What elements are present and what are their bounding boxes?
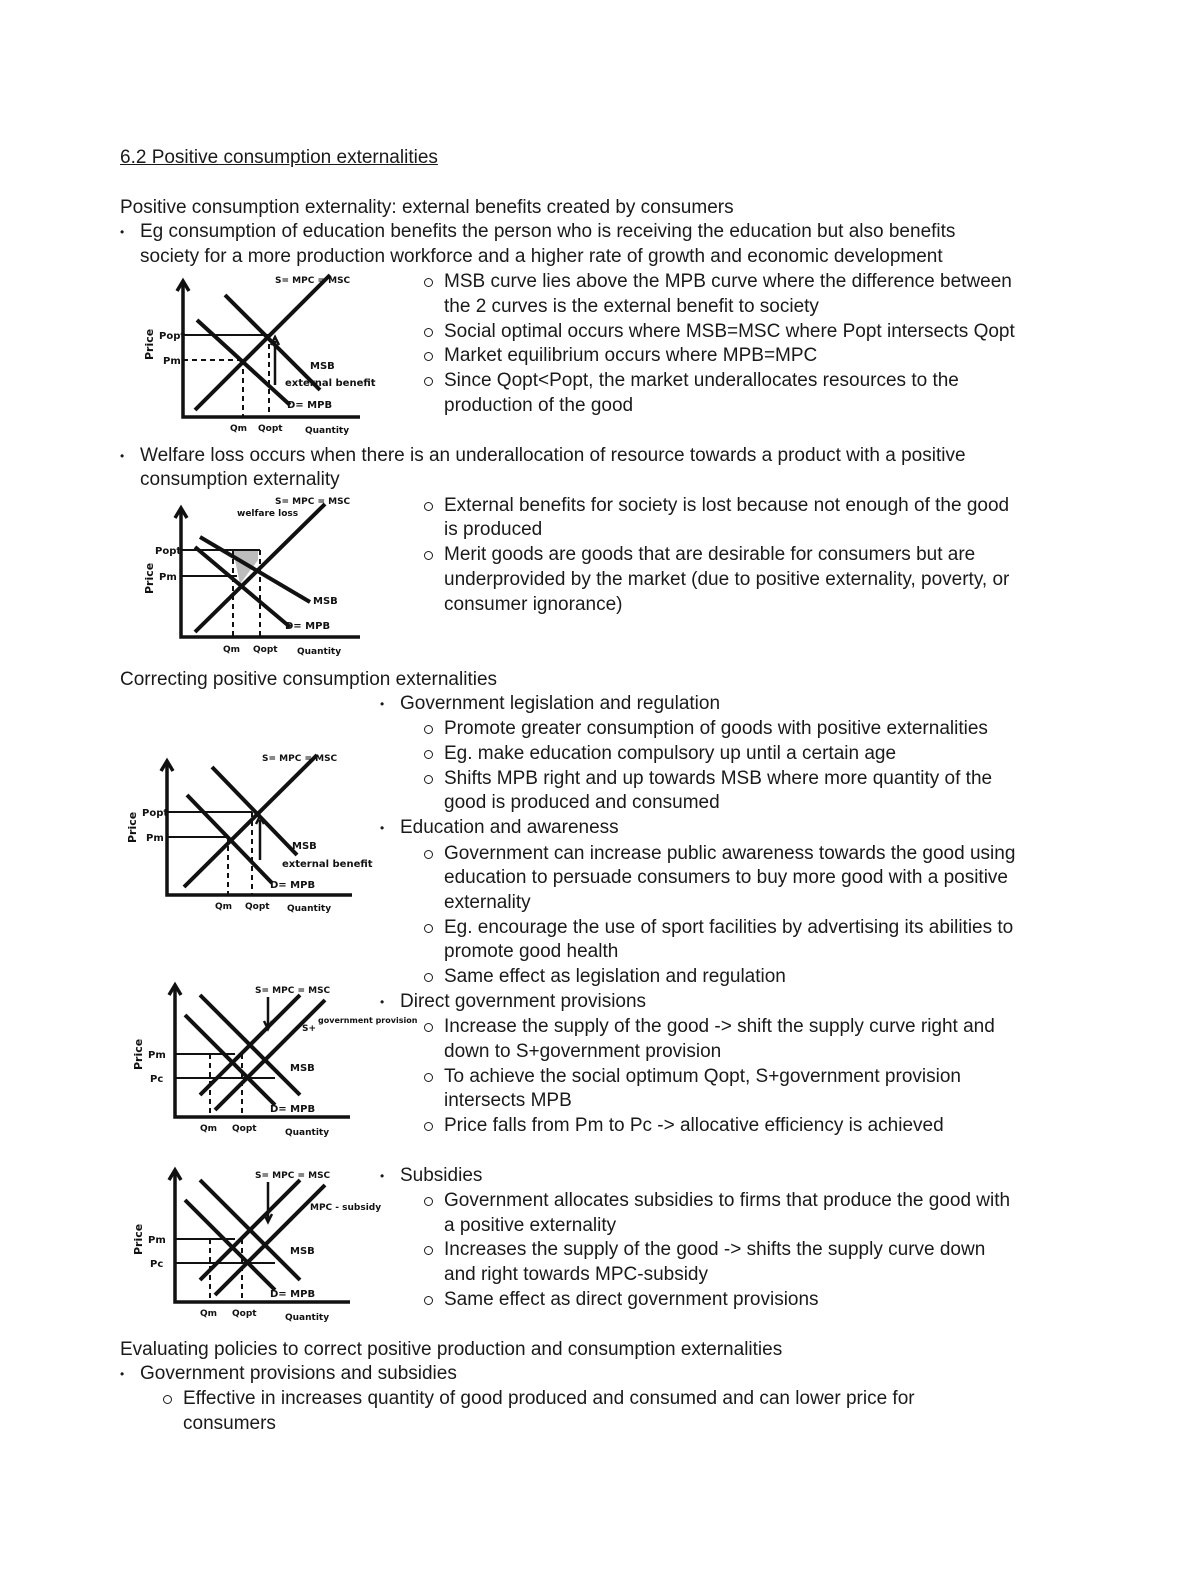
education-point-3: Same effect as legislation and regulation — [444, 966, 786, 987]
demand-label: D= MPB — [270, 880, 316, 891]
underallocation-point: Since Qopt<Popt, the market underallocates resources to the — [444, 370, 959, 391]
example-bullet: • Eg consumption of education benefits the person who is receiving the education but also benefits — [140, 220, 955, 244]
subsidies-point-2-continuation: and right towards MPC-subsidy — [444, 1264, 708, 1285]
external-benefit-arrow-icon — [271, 337, 279, 385]
supply-label: S= MPC = MSC — [255, 1171, 331, 1181]
pm-label: Pm — [146, 833, 164, 844]
example-continuation: society for a more production workforce and a higher rate of growth and economic development — [140, 246, 943, 267]
price-axis-label: Price — [143, 562, 156, 594]
msb-above-mpb-point: MSB curve lies above the MPB curve where the difference between — [444, 271, 1012, 292]
msb-above-mpb-continuation: the 2 curves is the external benefit to society — [444, 296, 819, 317]
subsidies-point-2: Increases the supply of the good -> shifts the supply curve down — [444, 1239, 986, 1260]
demand-label: D= MPB — [287, 400, 333, 411]
qm-label: Qm — [200, 1124, 218, 1134]
social-optimum-point: Social optimal occurs where MSB=MSC where Popt intersects Qopt — [444, 321, 1015, 342]
graph-axes — [175, 1172, 350, 1302]
graph-axes — [175, 987, 350, 1117]
msb-label: MSB — [290, 1246, 315, 1257]
price-axis-label: Price — [143, 328, 156, 360]
popt-label: Popt — [155, 546, 182, 557]
welfare-loss-continuation: consumption externality — [140, 469, 340, 490]
subsidies-point-3: Same effect as direct government provisions — [444, 1289, 819, 1310]
pm-label: Pm — [159, 572, 177, 583]
government-provision-graph — [110, 975, 418, 1155]
subsidies-point-1-continuation: a positive externality — [444, 1215, 617, 1236]
pm-label: Pm — [148, 1050, 166, 1061]
pc-label: Pc — [150, 1259, 164, 1270]
qopt-label: Qopt — [232, 1309, 257, 1319]
qopt-label: Qopt — [253, 645, 278, 655]
education-point-1-continuation-1: education to persuade consumers to buy more good with a positive — [444, 867, 1008, 888]
merit-goods-point: Merit goods are goods that are desirable for consumers but are — [444, 544, 976, 565]
price-axis-label: Price — [126, 811, 139, 843]
education-point-1: Government can increase public awareness towards the good using — [444, 843, 1016, 864]
evaluating-heading: Evaluating policies to correct positive production and consumption externalities — [120, 1339, 783, 1360]
demand-label: D= MPB — [285, 621, 331, 632]
qm-label: Qm — [215, 902, 233, 912]
education-point-2: Eg. encourage the use of sport facilities by advertising its abilities to — [444, 917, 1014, 938]
demand-label: D= MPB — [270, 1104, 316, 1115]
correcting-heading: Correcting positive consumption externalities — [120, 669, 498, 690]
popt-label: Popt — [142, 808, 169, 819]
education-point-2-continuation: promote good health — [444, 941, 619, 962]
supply-label: S= MPC = MSC — [255, 986, 331, 996]
provisions-point-1-continuation: down to S+government provision — [444, 1041, 722, 1062]
qm-label: Qm — [230, 424, 248, 434]
quantity-axis-label: Quantity — [305, 426, 350, 436]
quantity-axis-label: Quantity — [285, 1128, 330, 1138]
provisions-subsidies-bullet: • Government provisions and subsidies — [140, 1362, 457, 1386]
subsidies-point-1: Government allocates subsidies to firms that produce the good with — [444, 1190, 1011, 1211]
mpc-subsidy-label: MPC - subsidy — [310, 1203, 382, 1213]
provisions-point-2-continuation: intersects MPB — [444, 1090, 572, 1111]
legislation-graph — [112, 745, 402, 925]
qopt-label: Qopt — [258, 424, 283, 434]
externality-graph — [125, 265, 405, 445]
welfare-loss-bullet: • Welfare loss occurs when there is an underallocation of resource towards a product with a positive — [140, 444, 966, 468]
quantity-axis-label: Quantity — [287, 904, 332, 914]
definition-text: Positive consumption externality: external benefits created by consumers — [120, 197, 734, 218]
supply-label: S= MPC = MSC — [275, 497, 351, 507]
qopt-label: Qopt — [245, 902, 270, 912]
provisions-point-3: Price falls from Pm to Pc -> allocative efficiency is achieved — [444, 1115, 944, 1136]
government-provision-label: government provision — [318, 1016, 418, 1025]
provisions-bullet: • Direct government provisions — [400, 990, 646, 1014]
pm-label: Pm — [163, 356, 181, 367]
subsidy-graph — [110, 1158, 420, 1338]
msb-label: MSB — [313, 596, 338, 607]
external-benefit-arrow-icon — [256, 816, 264, 860]
subsidies-bullet: • Subsidies — [400, 1164, 482, 1188]
price-axis-label: Price — [132, 1223, 145, 1255]
welfare-loss-label: welfare loss — [237, 509, 299, 519]
qm-label: Qm — [223, 645, 241, 655]
provisions-point-2: To achieve the social optimum Qopt, S+government provision — [444, 1066, 961, 1087]
supply-shift-arrow-icon — [264, 1182, 272, 1222]
external-benefit-label: external benefit — [282, 859, 373, 870]
legislation-point-3-continuation: good is produced and consumed — [444, 792, 720, 813]
supply-label: S= MPC = MSC — [262, 754, 338, 764]
supply-shift-arrow-icon — [264, 997, 272, 1029]
merit-goods-continuation-1: underprovided by the market (due to positive externality, poverty, or — [444, 569, 1010, 590]
msb-label: MSB — [290, 1063, 315, 1074]
effectiveness-continuation: consumers — [183, 1413, 276, 1434]
welfare-loss-graph — [125, 492, 405, 672]
msb-label: MSB — [310, 361, 335, 372]
price-axis-label: Price — [132, 1038, 145, 1070]
legislation-point-2: Eg. make education compulsory up until a certain age — [444, 743, 897, 764]
market-equilibrium-point: Market equilibrium occurs where MPB=MPC — [444, 345, 818, 366]
quantity-axis-label: Quantity — [285, 1313, 330, 1323]
page-title: 6.2 Positive consumption externalities — [120, 147, 438, 168]
qopt-label: Qopt — [232, 1124, 257, 1134]
msb-curve — [200, 537, 310, 602]
qm-label: Qm — [200, 1309, 218, 1319]
external-benefits-lost-point: External benefits for society is lost because not enough of the good — [444, 495, 1010, 516]
msb-label: MSB — [292, 841, 317, 852]
legislation-bullet: • Government legislation and regulation — [400, 692, 720, 716]
provisions-point-1: Increase the supply of the good -> shift the supply curve right and — [444, 1016, 995, 1037]
underallocation-continuation: production of the good — [444, 395, 634, 416]
popt-label: Popt — [159, 331, 186, 342]
demand-curve — [185, 1015, 275, 1105]
education-point-1-continuation-2: externality — [444, 892, 531, 913]
supply-label: S= MPC = MSC — [275, 276, 351, 286]
legislation-point-1: Promote greater consumption of goods with positive externalities — [444, 718, 988, 739]
effectiveness-point: Effective in increases quantity of good produced and consumed and can lower price for — [183, 1388, 915, 1409]
external-benefit-label: external benefit — [285, 378, 376, 389]
external-benefits-lost-continuation: is produced — [444, 519, 543, 540]
demand-curve — [185, 1200, 275, 1290]
pc-label: Pc — [150, 1074, 164, 1085]
education-bullet: • Education and awareness — [400, 816, 619, 840]
demand-label: D= MPB — [270, 1289, 316, 1300]
merit-goods-continuation-2: consumer ignorance) — [444, 594, 623, 615]
quantity-axis-label: Quantity — [297, 647, 342, 657]
pm-label: Pm — [148, 1235, 166, 1246]
legislation-point-3: Shifts MPB right and up towards MSB where more quantity of the — [444, 768, 993, 789]
s-plus-label: S+ — [302, 1024, 317, 1034]
